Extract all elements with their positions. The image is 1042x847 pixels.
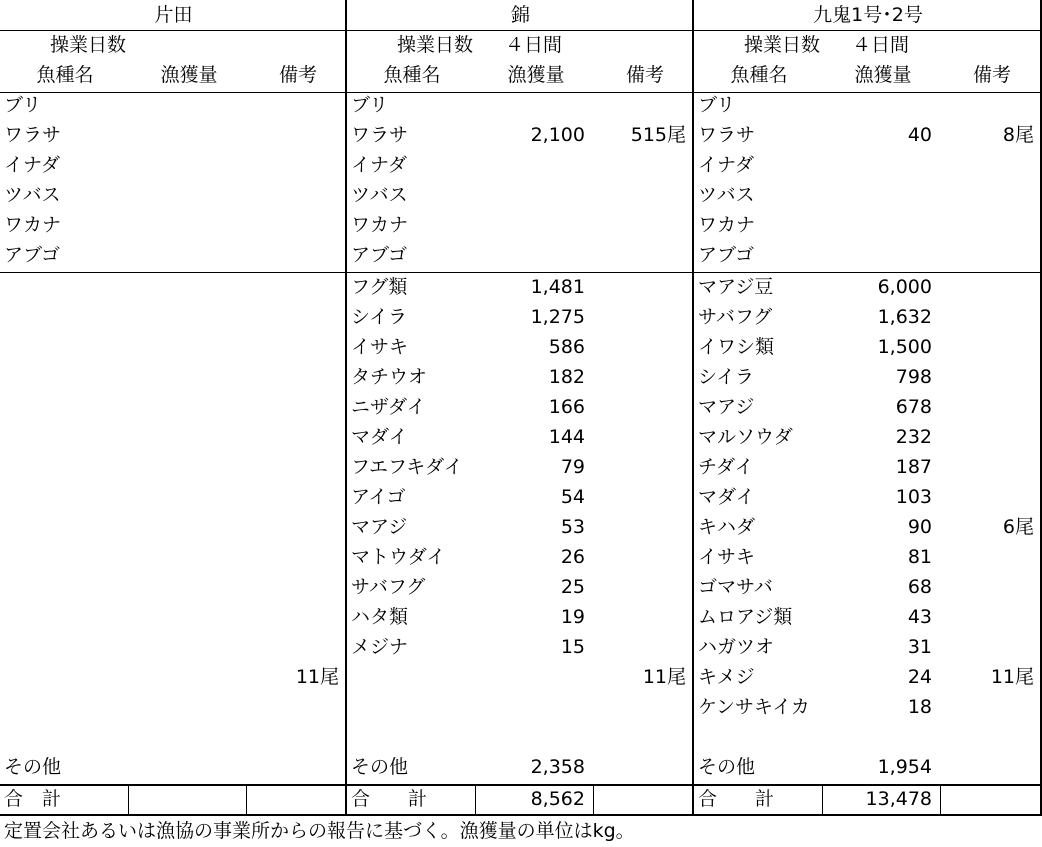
species-name: その他 [698, 756, 756, 778]
days-value: ４日間 [852, 34, 910, 56]
catch-note [248, 302, 339, 332]
species-name [4, 662, 144, 692]
group-rule [0, 272, 1042, 273]
catch-note [248, 452, 339, 482]
catch-amount: 68 [907, 576, 932, 598]
catch-note [942, 240, 1034, 270]
catch-note [595, 602, 686, 632]
catch-amount [477, 180, 585, 210]
catch-amount [130, 90, 238, 120]
species-name: ムロアジ類 [698, 606, 793, 628]
catch-amount [477, 210, 585, 240]
species-name [698, 722, 838, 752]
total-value [130, 784, 238, 814]
species-name: ワラサ [698, 124, 756, 146]
species-name: ケンサキイカ [698, 696, 810, 718]
catch-note [942, 572, 1034, 602]
catch-note [248, 572, 339, 602]
species-name: アブゴ [698, 244, 755, 266]
catch-note [595, 272, 686, 302]
days-label: 操業日数 [397, 34, 474, 56]
catch-note [942, 150, 1034, 180]
catch-amount [130, 572, 238, 602]
section-title: 片田 [154, 4, 193, 26]
species-name: マダイ [698, 486, 755, 508]
catch-amount [824, 150, 932, 180]
catch-amount: 18 [907, 696, 932, 718]
catch-note [942, 602, 1034, 632]
species-name: イサキ [351, 336, 409, 358]
catch-amount: 1,954 [877, 756, 932, 778]
species-name: ニザダイ [351, 396, 426, 418]
species-name: フグ類 [351, 276, 408, 298]
catch-note [595, 752, 686, 782]
catch-note [595, 422, 686, 452]
catch-note [248, 90, 339, 120]
catch-amount: 1,275 [530, 306, 585, 328]
catch-amount [130, 632, 238, 662]
catch-note [248, 422, 339, 452]
catch-note [595, 632, 686, 662]
catch-note [595, 150, 686, 180]
catch-note [595, 332, 686, 362]
total-cell-divider [128, 784, 129, 814]
catch-amount: 2,100 [530, 124, 585, 146]
catch-amount [477, 722, 585, 752]
catch-note [595, 482, 686, 512]
catch-amount [130, 332, 238, 362]
catch-note [942, 542, 1034, 572]
catch-amount [477, 90, 585, 120]
catch-note [595, 302, 686, 332]
catch-amount [824, 210, 932, 240]
species-name: イナダ [4, 154, 61, 176]
catch-amount [130, 542, 238, 572]
species-name: ハタ類 [351, 606, 409, 628]
catch-note [942, 90, 1034, 120]
catch-amount: 586 [548, 336, 585, 358]
catch-note [942, 692, 1034, 722]
catch-note [248, 632, 339, 662]
species-name: サバフグ [351, 576, 426, 598]
catch-amount: 25 [560, 576, 585, 598]
species-name: ワラサ [4, 124, 62, 146]
footnote: 定置会社あるいは漁協の事業所からの報告に基づく。漁獲量の単位はkg。 [4, 820, 635, 842]
species-name: イナダ [698, 154, 755, 176]
catch-amount [130, 272, 238, 302]
catch-amount [824, 240, 932, 270]
species-name: アブゴ [4, 244, 61, 266]
catch-amount [824, 90, 932, 120]
catch-amount: 6,000 [877, 276, 932, 298]
catch-note [248, 210, 339, 240]
catch-amount: 1,500 [877, 336, 932, 358]
species-name: ワラサ [351, 124, 409, 146]
catch-amount: 15 [560, 636, 585, 658]
catch-amount [130, 180, 238, 210]
species-name: ワカナ [4, 214, 62, 236]
catch-note [595, 180, 686, 210]
catch-amount: 182 [548, 366, 585, 388]
species-name [4, 332, 144, 362]
total-label: 合 計 [351, 788, 428, 810]
catch-note [595, 240, 686, 270]
catch-note [595, 362, 686, 392]
catch-amount [130, 752, 238, 782]
species-name [4, 422, 144, 452]
catch-amount: 40 [907, 124, 932, 146]
catch-note: 515尾 [630, 124, 686, 146]
catch-amount [130, 602, 238, 632]
title-rule [0, 30, 1042, 31]
column-header-note: 備考 [278, 64, 317, 86]
catch-note: 11尾 [295, 666, 339, 688]
species-name [4, 452, 144, 482]
days-value: ４日間 [505, 34, 563, 56]
catch-note [248, 332, 339, 362]
species-name: ブリ [351, 94, 389, 116]
catch-note [595, 692, 686, 722]
column-header-species: 魚種名 [730, 64, 788, 86]
species-name: メジナ [351, 636, 409, 658]
catch-note: 11尾 [642, 666, 686, 688]
catch-amount [824, 722, 932, 752]
total-label: 合 計 [4, 788, 62, 810]
catch-note [248, 272, 339, 302]
species-name: ツバス [698, 184, 755, 206]
species-name: ワカナ [351, 214, 409, 236]
days-label: 操業日数 [50, 34, 127, 56]
catch-note [942, 210, 1034, 240]
catch-note: 11尾 [990, 666, 1034, 688]
catch-amount [130, 392, 238, 422]
species-name [4, 302, 144, 332]
catch-amount [130, 422, 238, 452]
species-name: アブゴ [351, 244, 408, 266]
species-name: アイゴ [351, 486, 406, 508]
catch-note [248, 722, 339, 752]
species-name: ツバス [351, 184, 408, 206]
species-name: キハダ [698, 516, 756, 538]
catch-note [248, 180, 339, 210]
catch-amount: 53 [560, 516, 585, 538]
catch-note [942, 362, 1034, 392]
catch-amount [130, 722, 238, 752]
catch-note [248, 150, 339, 180]
header-rule [0, 92, 1042, 93]
species-name [351, 692, 491, 722]
catch-amount: 43 [907, 606, 932, 628]
catch-amount: 1,481 [530, 276, 585, 298]
catch-amount [477, 662, 585, 692]
catch-note: 6尾 [1002, 516, 1034, 538]
species-name: フエフキダイ [351, 456, 463, 478]
total-value: 13,478 [865, 788, 932, 810]
species-name: マアジ [698, 396, 755, 418]
species-name [4, 482, 144, 512]
species-name [4, 272, 144, 302]
section-title: 錦 [510, 4, 530, 26]
catch-note [248, 692, 339, 722]
species-name [4, 572, 144, 602]
catch-amount: 19 [560, 606, 585, 628]
catch-amount [130, 452, 238, 482]
catch-note [942, 722, 1034, 752]
total-cell-divider [475, 784, 476, 814]
catch-amount [130, 362, 238, 392]
catch-note [942, 482, 1034, 512]
catch-amount: 24 [907, 666, 932, 688]
catch-amount [130, 150, 238, 180]
species-name: ツバス [4, 184, 61, 206]
species-name: サバフグ [698, 306, 773, 328]
catch-amount: 103 [895, 486, 932, 508]
catch-note [942, 180, 1034, 210]
catch-note [942, 332, 1034, 362]
species-name: チダイ [698, 456, 754, 478]
species-name: キメジ [698, 666, 755, 688]
section-divider [692, 0, 694, 816]
catch-amount [130, 482, 238, 512]
catch-amount [130, 302, 238, 332]
species-name: マダイ [351, 426, 408, 448]
catch-note [248, 512, 339, 542]
species-name: タチウオ [351, 366, 428, 388]
species-name: マルソウダ [698, 426, 793, 448]
species-name [4, 632, 144, 662]
catch-note [248, 120, 339, 150]
catch-note [942, 632, 1034, 662]
catch-amount [824, 180, 932, 210]
species-name [351, 722, 491, 752]
total-cell-divider [822, 784, 823, 814]
days-label: 操業日数 [744, 34, 821, 56]
column-header-note: 備考 [625, 64, 664, 86]
catch-note [595, 542, 686, 572]
species-name: ゴマサバ [698, 576, 773, 598]
catch-amount [130, 692, 238, 722]
total-value: 8,562 [530, 788, 585, 810]
species-name [4, 512, 144, 542]
total-label: 合 計 [698, 788, 775, 810]
catch-note [595, 722, 686, 752]
species-name [4, 692, 144, 722]
catch-amount: 31 [907, 636, 932, 658]
catch-note [248, 752, 339, 782]
total-cell-divider [593, 784, 594, 814]
catch-amount: 90 [907, 516, 932, 538]
catch-note [248, 602, 339, 632]
species-name: シイラ [698, 366, 755, 388]
species-name: ワカナ [698, 214, 756, 236]
species-name [4, 392, 144, 422]
catch-note [595, 392, 686, 422]
species-name: その他 [4, 756, 62, 778]
catch-note [942, 302, 1034, 332]
catch-note [595, 572, 686, 602]
column-header-catch: 漁獲量 [507, 64, 565, 86]
species-name: マトウダイ [351, 546, 446, 568]
catch-note [595, 210, 686, 240]
total-cell-divider [940, 784, 941, 814]
catch-amount: 54 [560, 486, 585, 508]
section-divider [345, 0, 347, 816]
section-title: 九鬼1号･2号 [813, 4, 923, 26]
catch-note [248, 542, 339, 572]
catch-amount [477, 692, 585, 722]
catch-note [942, 452, 1034, 482]
column-header-species: 魚種名 [36, 64, 94, 86]
catch-note [942, 752, 1034, 782]
catch-amount [130, 240, 238, 270]
column-header-catch: 漁獲量 [854, 64, 912, 86]
catch-note [248, 240, 339, 270]
catch-note [595, 512, 686, 542]
species-name [4, 722, 144, 752]
catch-amount [130, 210, 238, 240]
species-name [351, 662, 491, 692]
catch-note [595, 452, 686, 482]
species-name: ブリ [698, 94, 736, 116]
catch-amount [130, 120, 238, 150]
catch-note [248, 392, 339, 422]
catch-amount: 232 [895, 426, 932, 448]
catch-amount: 678 [895, 396, 932, 418]
catch-amount [130, 662, 238, 692]
catch-note [942, 272, 1034, 302]
species-name: その他 [351, 756, 409, 778]
catch-amount: 187 [895, 456, 932, 478]
catch-amount: 166 [548, 396, 585, 418]
species-name: イナダ [351, 154, 408, 176]
catch-note [942, 422, 1034, 452]
species-name: イワシ類 [698, 336, 775, 358]
catch-amount [130, 512, 238, 542]
total-top-rule [0, 784, 1042, 786]
species-name: ハガツオ [698, 636, 775, 658]
species-name: マアジ豆 [698, 276, 774, 298]
total-cell-divider [246, 784, 247, 814]
catch-amount: 81 [907, 546, 932, 568]
species-name [4, 362, 144, 392]
species-name: ブリ [4, 94, 42, 116]
catch-amount: 798 [895, 366, 932, 388]
catch-note [248, 482, 339, 512]
catch-amount: 1,632 [877, 306, 932, 328]
column-header-species: 魚種名 [383, 64, 441, 86]
catch-amount: 2,358 [530, 756, 585, 778]
species-name: マアジ [351, 516, 408, 538]
species-name: イサキ [698, 546, 756, 568]
catch-amount [477, 240, 585, 270]
catch-amount: 79 [560, 456, 585, 478]
species-name [4, 542, 144, 572]
catch-amount: 144 [548, 426, 585, 448]
catch-note [248, 362, 339, 392]
catch-note [942, 392, 1034, 422]
species-name [4, 602, 144, 632]
species-name: シイラ [351, 306, 408, 328]
column-header-catch: 漁獲量 [160, 64, 218, 86]
catch-amount: 26 [560, 546, 585, 568]
catch-amount [477, 150, 585, 180]
column-header-note: 備考 [972, 64, 1011, 86]
catch-note: 8尾 [1002, 124, 1034, 146]
catch-note [595, 90, 686, 120]
